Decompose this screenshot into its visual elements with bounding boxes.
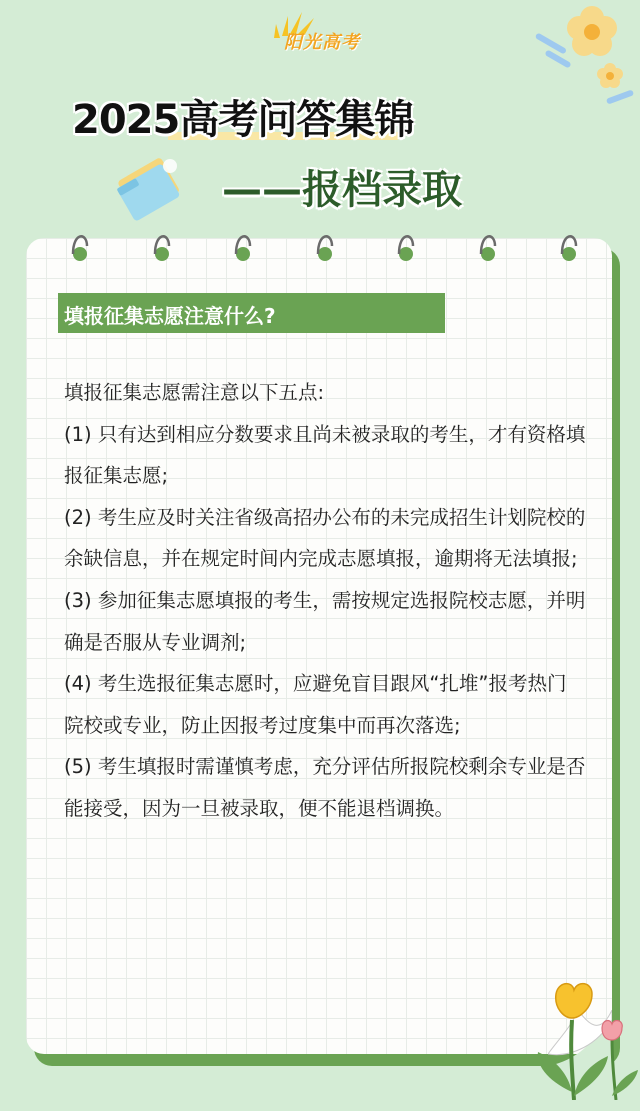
answer-point: (1) 只有达到相应分数要求且尚未被录取的考生，才有资格填报征集志愿; (64, 422, 586, 488)
tulip-icon (526, 980, 640, 1100)
folder-icon (110, 152, 190, 222)
flower-icon (520, 0, 640, 112)
answer-point: (4) 考生选报征集志愿时，应避免盲目跟风“扎堆”报考热门院校或专业，防止因报考过度集中而再次落选; (64, 672, 567, 737)
page-title: 2025高考问答集锦 (72, 97, 414, 143)
answer-point: (2) 考生应及时关注省级高招办公布的未完成招生计划院校的余缺信息，并在规定时间内完成志愿填报，逾期将无法填报; (64, 505, 586, 571)
page-subtitle: ——报档录取 (222, 167, 462, 213)
notebook-ring-icon (231, 228, 255, 264)
notebook-ring-icon (476, 228, 500, 264)
notebook-ring-icon (394, 228, 418, 264)
notebook-ring-icon (313, 228, 337, 264)
answer-body (64, 372, 586, 830)
answer-point: (3) 参加征集志愿填报的考生，需按规定选报院校志愿，并明确是否服从专业调剂; (64, 588, 586, 654)
answer-point: (5) 考生填报时需谨慎考虑，充分评估所报院校剩余专业是否能接受，因为一旦被录取，便不能退档调换。 (64, 755, 586, 820)
notebook-ring-icon (150, 228, 174, 264)
brand-logo (262, 10, 382, 54)
answer-intro: 填报征集志愿需注意以下五点: (64, 381, 325, 404)
notebook-ring-icon (557, 228, 581, 264)
question-heading: 填报征集志愿注意什么? (64, 304, 276, 328)
brand-name: 阳光高考 (284, 32, 360, 53)
notebook-ring-icon (68, 228, 92, 264)
